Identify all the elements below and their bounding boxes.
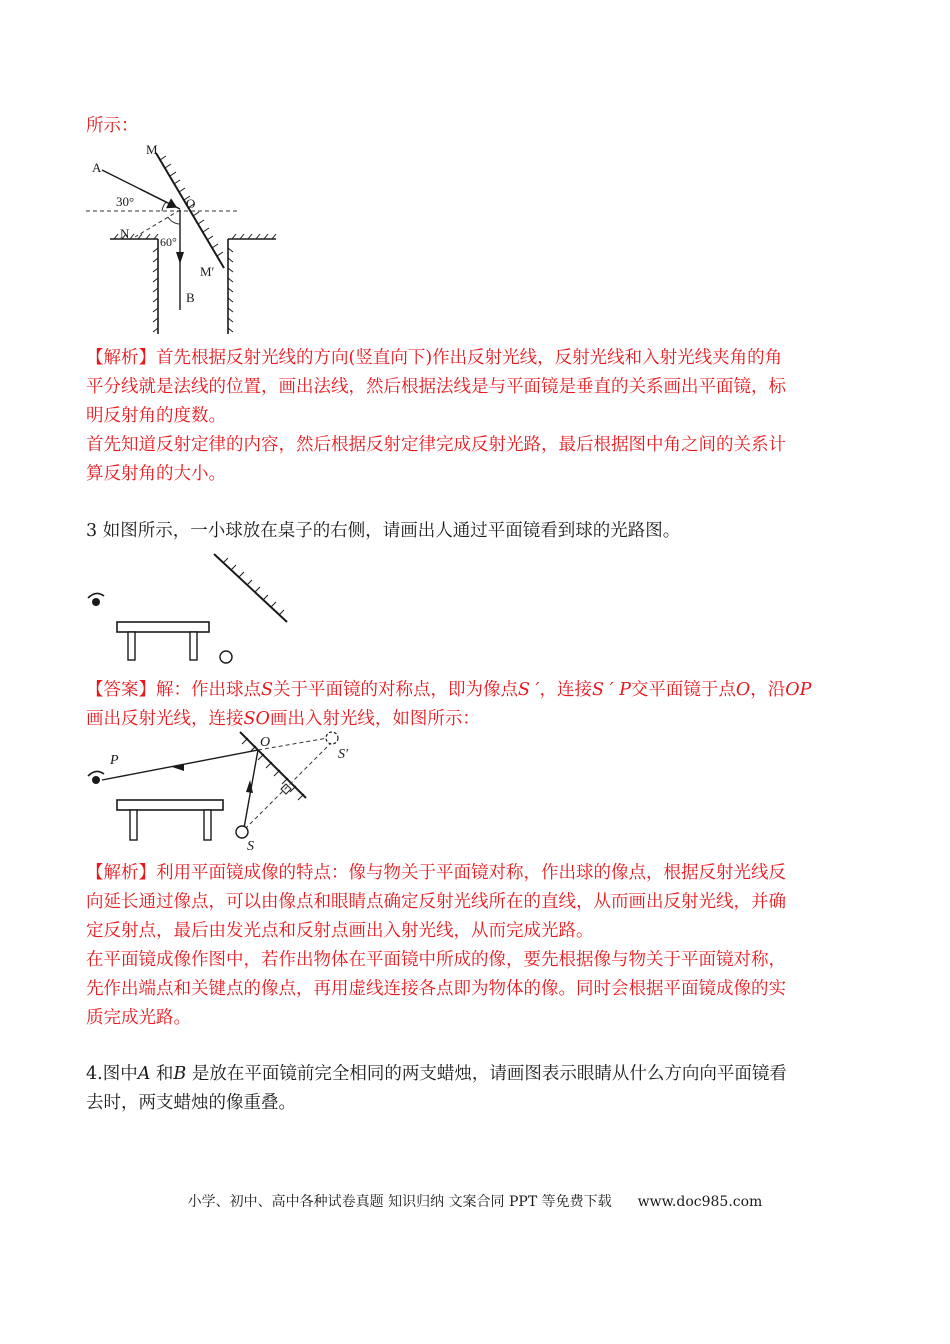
analysis3-line4: 在平面镜成像作图中，若作出物体在平面镜中所成的像，要先根据像与物关于平面镜对称， — [86, 950, 786, 970]
table-icon — [117, 800, 223, 840]
answer3-line2: 画出反射光线，连接SO画出入射光线，如图所示： — [86, 709, 480, 729]
question3-text: 3 如图所示，一小球放在桌子的右侧，请画出人通过平面镜看到球的光路图。 — [86, 521, 681, 541]
analysis1-line5: 算反射角的大小。 — [86, 464, 226, 484]
mirror-line — [214, 554, 287, 622]
question4-line1: 4.图中A 和B 是放在平面镜前完全相同的两支蜡烛，请画图表示眼睛从什么方向向平面镜看 — [86, 1064, 787, 1084]
label-o: O — [186, 196, 196, 211]
analysis3-line6: 质完成光路。 — [86, 1008, 191, 1028]
analysis1-line1: 【解析】首先根据反射光线的方向(竖直向下)作出反射光线，反射光线和入射光线夹角的角 — [86, 348, 783, 368]
label-s-prime: S′ — [338, 747, 349, 762]
label-o: O — [260, 735, 271, 750]
question4-line2: 去时，两支蜡烛的像重叠。 — [86, 1093, 296, 1113]
label-a: A — [92, 160, 102, 175]
analysis1-line4: 首先知道反射定律的内容，然后根据反射定律完成反射光路，最后根据图中角之间的关系计 — [86, 435, 786, 455]
label-p: P — [110, 753, 119, 768]
ball-icon — [236, 826, 248, 838]
figure1-reflection-diagram — [80, 140, 280, 340]
figure2-question-diagram — [80, 552, 310, 667]
footer-text: 小学、初中、高中各种试卷真题 知识归纳 文案合同 PPT 等免费下载 — [187, 1194, 612, 1210]
analysis3-line3: 定反射点，最后由发光点和反射点画出入射光线，从而完成光路。 — [86, 921, 594, 941]
label-60: 60° — [160, 235, 177, 249]
label-30: 30° — [116, 194, 135, 209]
page-footer — [0, 1191, 950, 1211]
label-b: B — [186, 290, 195, 305]
label-m: M — [146, 142, 158, 157]
analysis1-line2: 平分线就是法线的位置，画出法线，然后根据法线是与平面镜是垂直的关系画出平面镜，标 — [86, 377, 786, 397]
eye-icon — [88, 771, 104, 784]
figure1-caption: 所示： — [86, 116, 139, 136]
analysis3-tag: 【解析】 — [86, 863, 156, 883]
footer-url[interactable]: www.doc985.com — [637, 1194, 763, 1210]
label-n: N — [120, 226, 130, 241]
ball-icon — [220, 651, 232, 663]
image-point-icon — [326, 732, 338, 744]
answer3-line1: 【答案】解：作出球点S关于平面镜的对称点，即为像点S ′，连接S ′ P交平面镜于点O，沿OP — [86, 680, 812, 700]
analysis3-line5: 先作出端点和关键点的像点，再用虚线连接各点即为物体的像。同时会根据平面镜成像的实 — [86, 979, 786, 999]
label-s: S — [247, 839, 254, 853]
analysis1-tag: 【解析】 — [86, 348, 156, 368]
dashed-symmetry — [246, 742, 332, 828]
analysis3-line2: 向延长通过像点，可以由像点和眼睛点确定反射光线所在的直线，从而画出反射光线，并确 — [86, 892, 786, 912]
answer3-tag: 【答案】 — [86, 680, 156, 700]
analysis3-line1: 【解析】利用平面镜成像的特点：像与物关于平面镜对称，作出球的像点，根据反射光线反 — [86, 863, 786, 883]
analysis1-line3: 明反射角的度数。 — [86, 406, 226, 426]
table-icon — [117, 622, 209, 660]
label-m-prime: M′ — [200, 264, 215, 279]
eye-icon — [88, 593, 104, 606]
normal-dashed-line — [135, 210, 180, 237]
figure3-answer-diagram — [80, 728, 380, 853]
